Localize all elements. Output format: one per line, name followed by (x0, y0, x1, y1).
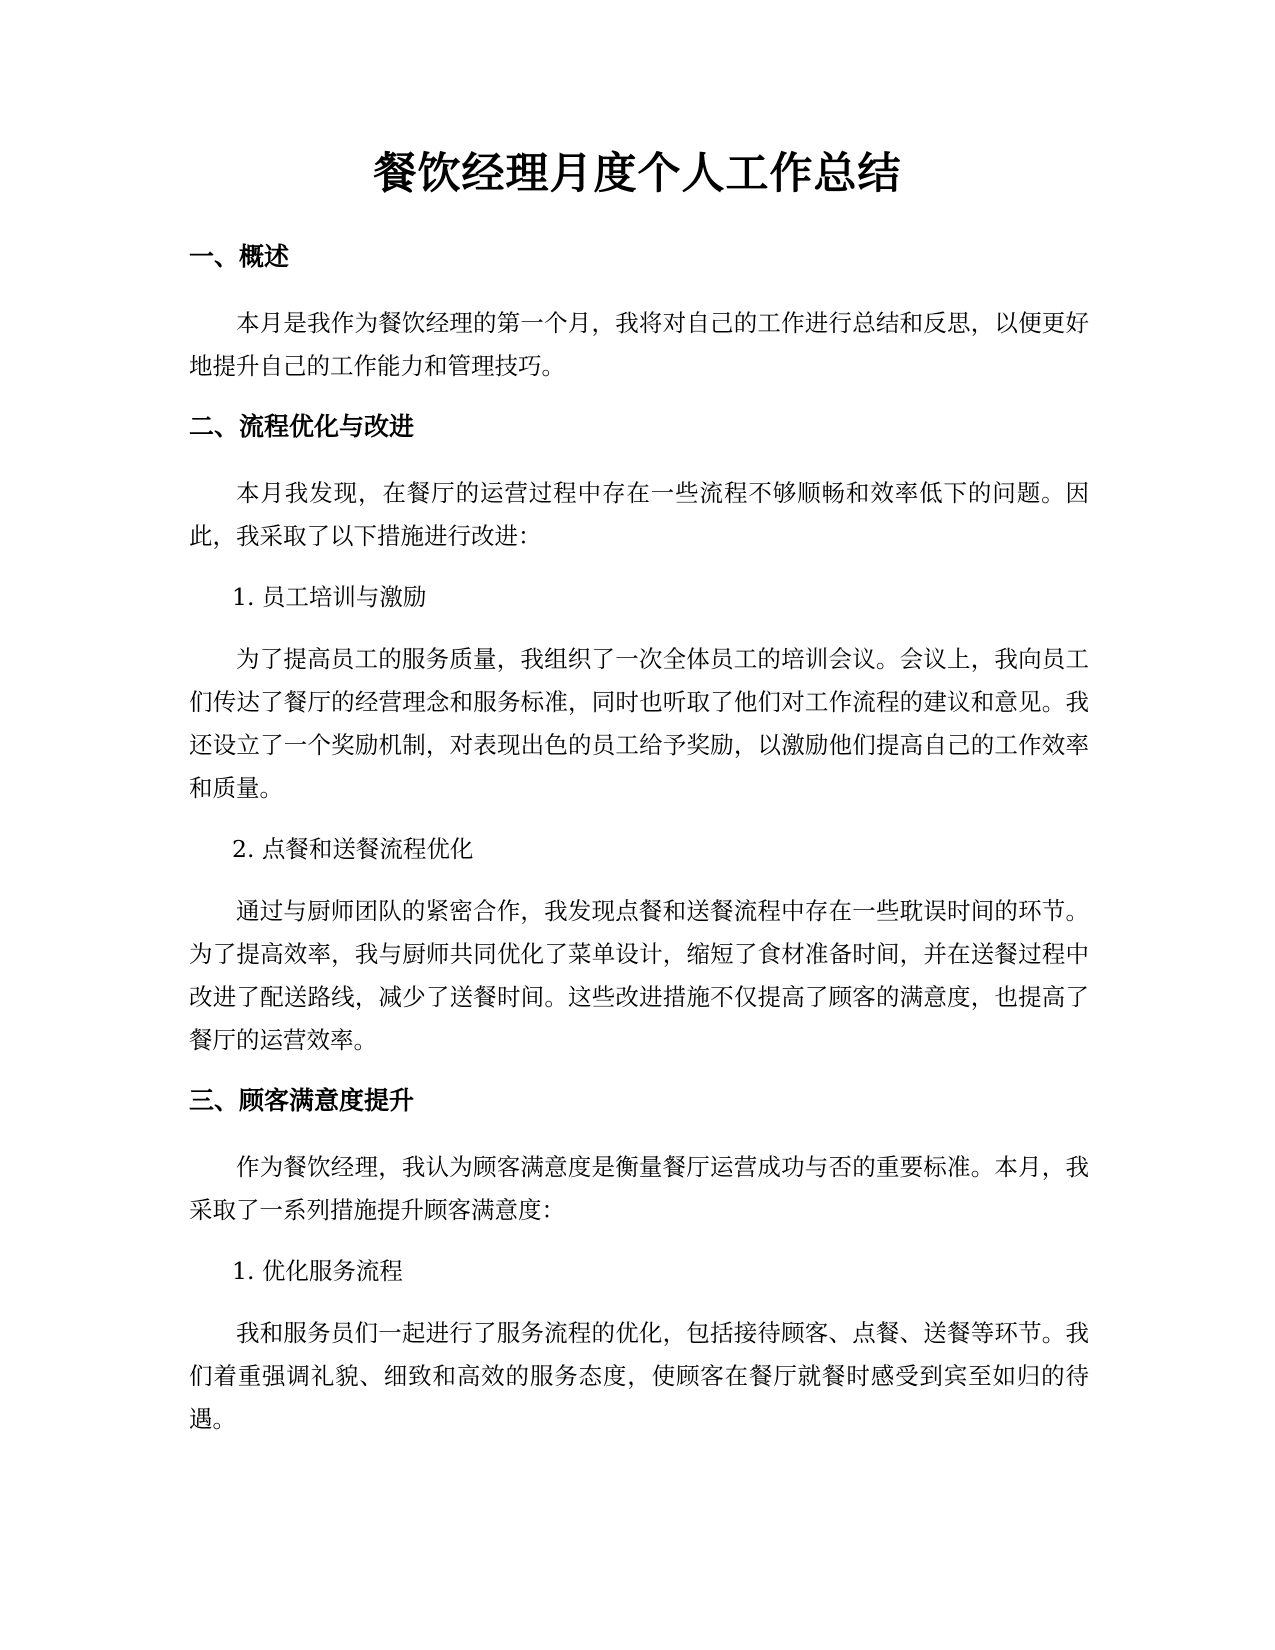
subsection-paragraph: 通过与厨师团队的紧密合作，我发现点餐和送餐流程中存在一些耽误时间的环节。为了提高效率，我与厨师共同优化了菜单设计，缩短了食材准备时间，并在送餐过程中改进了配送路线，减少了送餐时间。这些改进措施不仅提高了顾客的满意度，也提高了餐厅的运营效率。 (189, 897, 1089, 1054)
subsection-paragraph: 为了提高员工的服务质量，我组织了一次全体员工的培训会议。会议上，我向员工们传达了餐厅的经营理念和服务标准，同时也听取了他们对工作流程的建议和意见。我还设立了一个奖励机制，对表现出色的员工给予奖励，以激励他们提高自己的工作效率和质量。 (189, 645, 1089, 802)
subsection-label: 2. 点餐和送餐流程优化 (232, 835, 474, 863)
section-heading: 二、流程优化与改进 (189, 412, 415, 441)
section-paragraph: 本月我发现，在餐厅的运营过程中存在一些流程不够顺畅和效率低下的问题。因此，我采取了以下措施进行改进： (189, 479, 1089, 550)
section-overview (189, 240, 1089, 410)
subsection-paragraph: 我和服务员们一起进行了服务流程的优化，包括接待顾客、点餐、送餐等环节。我们着重强调礼貌、细致和高效的服务态度，使顾客在餐厅就餐时感受到宾至如归的待遇。 (189, 1319, 1089, 1433)
section-paragraph: 作为餐饮经理，我认为顾客满意度是衡量餐厅运营成功与否的重要标准。本月，我采取了一系列措施提升顾客满意度： (189, 1153, 1089, 1224)
subsection-label: 1. 员工培训与激励 (232, 583, 427, 611)
section-heading: 三、顾客满意度提升 (189, 1086, 415, 1115)
document-body (189, 240, 1089, 1441)
subsection-label: 1. 优化服务流程 (232, 1257, 403, 1285)
section-heading: 一、概述 (189, 242, 290, 271)
section-paragraph: 本月是我作为餐饮经理的第一个月，我将对自己的工作进行总结和反思，以便更好地提升自己的工作能力和管理技巧。 (189, 309, 1089, 380)
section-process-optimization (189, 410, 1089, 1084)
document-title: 餐饮经理月度个人工作总结 (373, 149, 902, 199)
section-customer-satisfaction (189, 1084, 1089, 1441)
